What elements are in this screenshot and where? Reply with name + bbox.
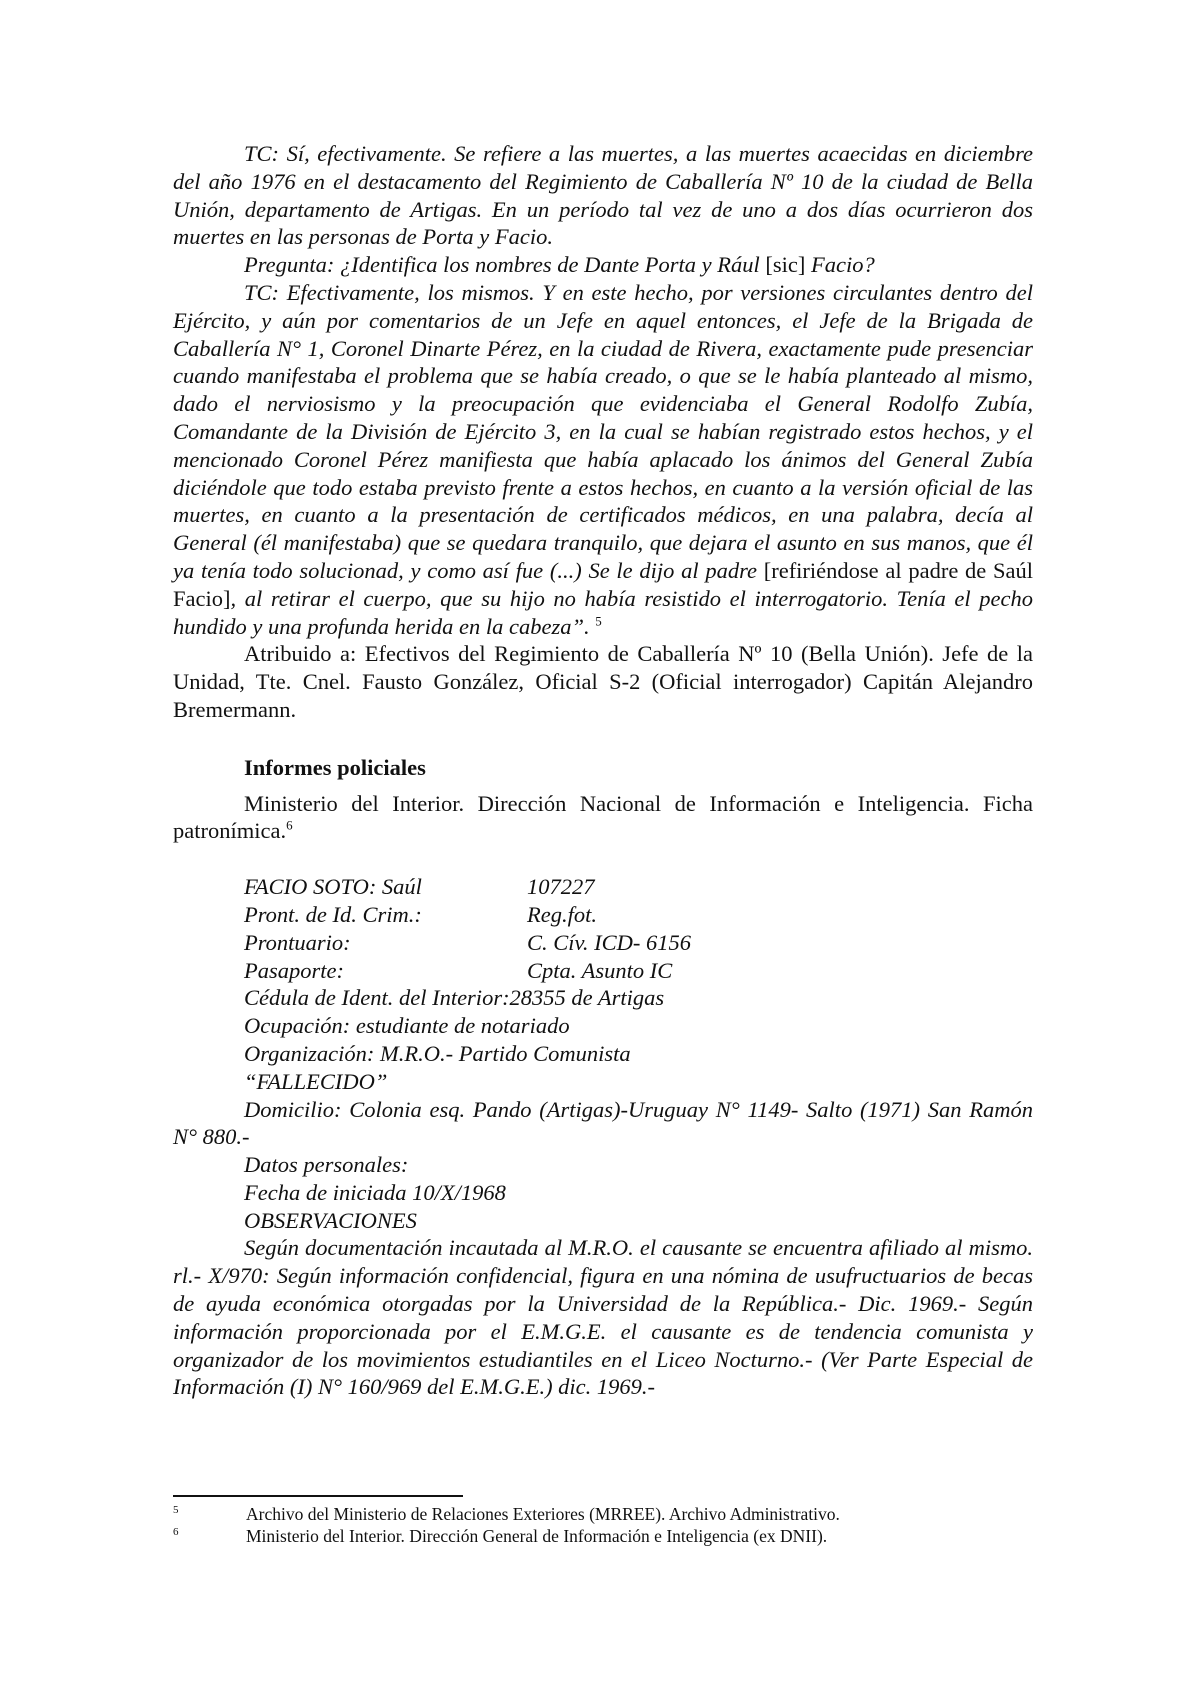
testimony-paragraph [173, 251, 1033, 279]
ficha-line: Cédula de Ident. del Interior:28355 de Artigas [244, 985, 665, 1011]
footnote-number: 5 [173, 1504, 179, 1516]
ficha-row [173, 929, 1033, 957]
footnote-ref-5: 5 [595, 613, 602, 629]
ficha-value: 107227 [527, 874, 595, 900]
ficha-line: Ocupación: estudiante de notariado [244, 1013, 570, 1039]
testimony-text: TC: Sí, efectivamente. Se refiere a las muertes, a las muertes acaecidas en diciembre del año 1976 en el destacamento del Regimiento de Caballería Nº 10 de la ciudad de Bella Unión, departamento de Artigas. En un período tal vez de uno a dos días ocurrieron dos muertes en las personas de Porta y Facio. [173, 141, 1033, 250]
document-body [173, 140, 1033, 1401]
testimony-text: TC: Efectivamente, los mismos. Y en este hecho, por versiones circulantes dentro del Ejército, y aún por comentarios de un Jefe en aquel entonces, el Jefe de la Brigada de Caballería N° 1, Coronel Dinarte Pérez, en la ciudad de Rivera, exactamente pude presenciar cuando manifestaba el problema que se había creado, o que se le había planteado al mismo, dado el nerviosismo y la preocupación que evidenciaba el General Rodolfo Zubía, Comandante de la División de Ejército 3, en la cual se habían registrado estos hechos, y el mencionado Coronel Pérez manifiesta que había aplacado los ánimos del General Zubía diciéndole que todo estaba previsto frente a estos hechos, en cuanto a la versión oficial de las muertes, en cuanto a la presentación de certificados médicos, en una palabra, decía al General (él manifestaba) que se quedara tranquilo, que dejara el asunto en sus manos, que él ya tenía todo solucionad, y como así fue (...) Se le dijo al padre [173, 279, 1033, 583]
footnote-separator [173, 1495, 463, 1497]
ficha-line: Fecha de iniciada 10/X/1968 [244, 1179, 506, 1205]
observaciones-paragraph: Según documentación incautada al M.R.O. el causante se encuentra afiliado al mismo. rl.- X/970: Según información confidencial, figura en una nómina de usufructuarios de becas de ayuda económica otorgadas por la Universidad de la República.- Dic. 1969.- Según información proporcionada por el E.M.G.E. el causante es de tendencia comunista y organizador de los movimientos estudiantiles en el Liceo Nocturno.- (Ver Parte Especial de Información (I) N° 160/969 del E.M.G.E.) dic. 1969.- [173, 1235, 1033, 1400]
testimony-text: [sic] [765, 252, 806, 278]
ficha-line: Organización: M.R.O.- Partido Comunista [244, 1040, 631, 1066]
testimony-text: Facio? [805, 252, 875, 278]
ficha-key: Pront. de Id. Crim.: [244, 901, 422, 927]
ministry-text: Ministerio del Interior. Dirección Nacional de Información e Inteligencia. Ficha patronímica. [173, 790, 1033, 844]
testimony-paragraph [173, 140, 1033, 251]
testimony-text: , al retirar el cuerpo, que su hijo no había resistido el interrogatorio. Tenía el pecho hundido y una profunda herida en la cabeza”. [173, 585, 1033, 639]
ficha-value: Cpta. Asunto IC [527, 957, 673, 983]
footnote-number: 6 [173, 1526, 179, 1538]
ficha-patronimica [173, 873, 1033, 1401]
ministry-paragraph [173, 790, 1033, 846]
ficha-line: Datos personales: [244, 1152, 409, 1178]
attributed-paragraph: Atribuido a: Efectivos del Regimiento de Caballería Nº 10 (Bella Unión). Jefe de la Unidad, Tte. Cnel. Fausto González, Oficial S-2 (Oficial interrogador) Capitán Alejandro Bremermann. [173, 641, 1033, 722]
footnote-text: Ministerio del Interior. Dirección General de Información e Inteligencia (ex DNII). [246, 1526, 828, 1546]
ficha-row [173, 873, 1033, 901]
testimony-block [173, 140, 1033, 640]
footnote-text: Archivo del Ministerio de Relaciones Exteriores (MRREE). Archivo Administrativo. [246, 1504, 840, 1524]
ficha-value: Reg.fot. [527, 901, 597, 927]
ficha-key: FACIO SOTO: Saúl [244, 874, 422, 900]
ficha-key: Pasaporte: [244, 957, 344, 983]
testimony-text: [refiriéndose al padre de Saúl Facio] [173, 557, 1033, 611]
footnote [173, 1503, 1073, 1525]
domicilio-paragraph: Domicilio: Colonia esq. Pando (Artigas)-Uruguay N° 1149- Salto (1971) San Ramón N° 880.- [173, 1096, 1033, 1150]
testimony-text: Pregunta: ¿Identifica los nombres de Dante Porta y Rául [244, 252, 766, 278]
footnote [173, 1525, 1073, 1547]
testimony-paragraph [173, 279, 1033, 640]
section-heading: Informes policiales [244, 754, 426, 780]
ficha-row [173, 901, 1033, 929]
ficha-row [173, 957, 1033, 985]
ficha-line: OBSERVACIONES [244, 1207, 417, 1233]
ficha-key: Prontuario: [244, 929, 351, 955]
ficha-line: “FALLECIDO” [244, 1068, 388, 1094]
footnotes [173, 1503, 1073, 1547]
footnote-ref-6: 6 [286, 817, 293, 833]
ficha-value: C. Cív. ICD- 6156 [527, 929, 691, 955]
